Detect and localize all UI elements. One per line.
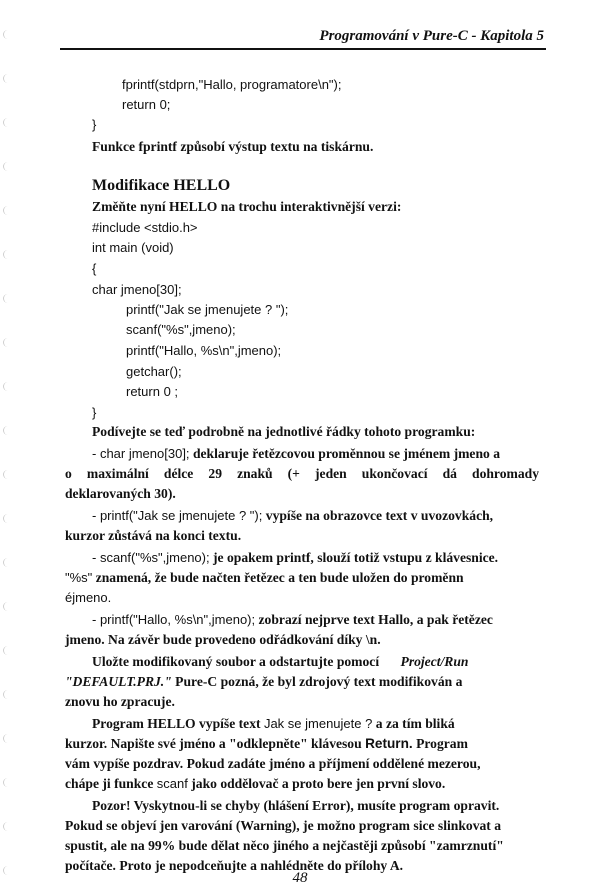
text-span: jako oddělovač a proto bere jen první slovo.	[191, 776, 446, 791]
text-span: Program	[416, 736, 468, 751]
binding-hole	[3, 162, 10, 171]
code-line: printf("Hallo, %s\n",jmeno);	[126, 343, 282, 358]
binding-hole	[3, 558, 10, 567]
binding-hole	[3, 30, 10, 39]
text-span: chápe ji funkce	[65, 776, 154, 791]
inline-code: - printf("Hallo, %s\n",jmeno);	[92, 612, 256, 627]
text-span: Pure-C pozná, že byl zdrojový text modifikován a	[175, 674, 463, 689]
paragraph-line: Pozor! Vyskytnou-li se chyby (hlášení Error), musíte program opravit.	[92, 798, 500, 813]
binding-hole	[3, 470, 10, 479]
code-line: }	[92, 405, 97, 420]
binding-hole	[3, 294, 10, 303]
italic-span: Project/Run	[400, 654, 469, 669]
text-span: kurzor. Napište své jméno a "odklepněte" klávesou	[65, 736, 362, 751]
paragraph-line: Pokud se objeví jen varování (Warning), je možno program sice slinkovat a	[65, 818, 502, 833]
section-intro: Změňte nyní HELLO na trochu interaktivnější verzi:	[92, 199, 402, 214]
paragraph-line	[65, 776, 445, 792]
binding-hole	[3, 646, 10, 655]
code-line: }	[92, 117, 97, 132]
paragraph-line	[65, 570, 539, 586]
inline-code: - scanf("%s",jmeno);	[92, 550, 210, 565]
code-line: return 0 ;	[126, 384, 179, 399]
paragraph-line	[92, 446, 500, 462]
code-line: #include <stdio.h>	[92, 220, 198, 235]
binding-hole	[3, 382, 10, 391]
paragraph-line	[92, 550, 498, 566]
text-span: znamená, že bude načten řetězec a ten bude uložen do proměnn	[95, 570, 464, 585]
paragraph-line	[65, 674, 462, 690]
text-span: vypíše na obrazovce text v uvozovkách,	[265, 508, 494, 523]
paragraph-line: znovu ho zpracuje.	[65, 694, 175, 709]
code-line: getchar();	[126, 364, 182, 379]
code-line: int main (void)	[92, 240, 174, 255]
text-span: Uložte modifikovaný soubor a odstartujte pomocí	[92, 654, 380, 669]
inline-code: - char jmeno[30];	[92, 446, 190, 461]
code-line: printf("Jak se jmenujete ? ");	[126, 302, 289, 317]
key-name: Return.	[365, 736, 413, 751]
code-line: scanf("%s",jmeno);	[126, 322, 236, 337]
binding-hole	[3, 118, 10, 127]
section-title: Modifikace HELLO	[92, 177, 231, 194]
paragraph-line: jmeno. Na závěr bude provedeno odřádkování díky \n.	[65, 632, 381, 647]
code-line: char jmeno[30];	[92, 282, 182, 297]
paragraph-line	[92, 716, 455, 732]
paragraph-line: kurzor zůstává na konci textu.	[65, 528, 242, 543]
binding-hole	[3, 338, 10, 347]
binding-hole	[3, 514, 10, 523]
paragraph-line: o maximální délce 29 znaků (+ jeden ukončovací dá dohromady	[65, 466, 539, 481]
paragraph-line: vám vypíše pozdrav. Pokud zadáte jméno a příjmení oddělené mezerou,	[65, 756, 481, 771]
inline-code: - printf("Jak se jmenujete ? ");	[92, 508, 263, 523]
code-line: fprintf(stdprn,"Hallo, programatore\n");	[122, 77, 342, 92]
top-note: Funkce fprintf způsobí výstup textu na tiskárnu.	[92, 139, 374, 154]
inline-code: Jak se jmenujete ?	[263, 716, 373, 731]
inline-code: "%s"	[65, 570, 93, 585]
binding-hole	[3, 602, 10, 611]
paragraph-line: spustit, ale na 99% bude dělat něco jiného a nejčastěji způsobí "zamrznutí"	[65, 838, 504, 853]
binding-hole	[3, 822, 10, 831]
header-rule	[60, 48, 546, 50]
code-line: éjmeno.	[65, 590, 112, 605]
code-line: return 0;	[122, 97, 171, 112]
inline-code: scanf	[156, 776, 188, 791]
page-number: 48	[292, 870, 308, 886]
text-span: zobrazí nejprve text Hallo, a pak řetězec	[258, 612, 493, 627]
binding-hole	[3, 250, 10, 259]
text-span: je opakem printf, slouží totiž vstupu z klávesnice.	[213, 550, 499, 565]
paragraph-line: počítače. Proto je nepodceňujte a nahlédněte do přílohy A.	[65, 858, 404, 873]
paragraph-line: deklarovaných 30).	[65, 486, 176, 501]
running-header: Programování v Pure-C - Kapitola 5	[319, 28, 544, 44]
binding-hole	[3, 734, 10, 743]
binding-hole	[3, 206, 10, 215]
binding-holes	[0, 0, 14, 889]
binding-hole	[3, 778, 10, 787]
binding-hole	[3, 426, 10, 435]
text-span: Program HELLO vypíše text	[92, 716, 261, 731]
text-span: a za tím bliká	[375, 716, 455, 731]
text-span: deklaruje řetězcovou proměnnou se jménem jmeno a	[192, 446, 501, 461]
code-line: {	[92, 261, 97, 276]
paragraph-line	[92, 654, 469, 670]
binding-hole	[3, 74, 10, 83]
paragraph-line	[92, 612, 493, 628]
paragraph-line: Podívejte se teď podrobně na jednotlivé řádky tohoto programku:	[92, 424, 476, 439]
italic-span: "DEFAULT.PRJ."	[65, 674, 172, 689]
binding-hole	[3, 690, 10, 699]
paragraph-line	[65, 736, 468, 752]
paragraph-line	[92, 508, 493, 524]
